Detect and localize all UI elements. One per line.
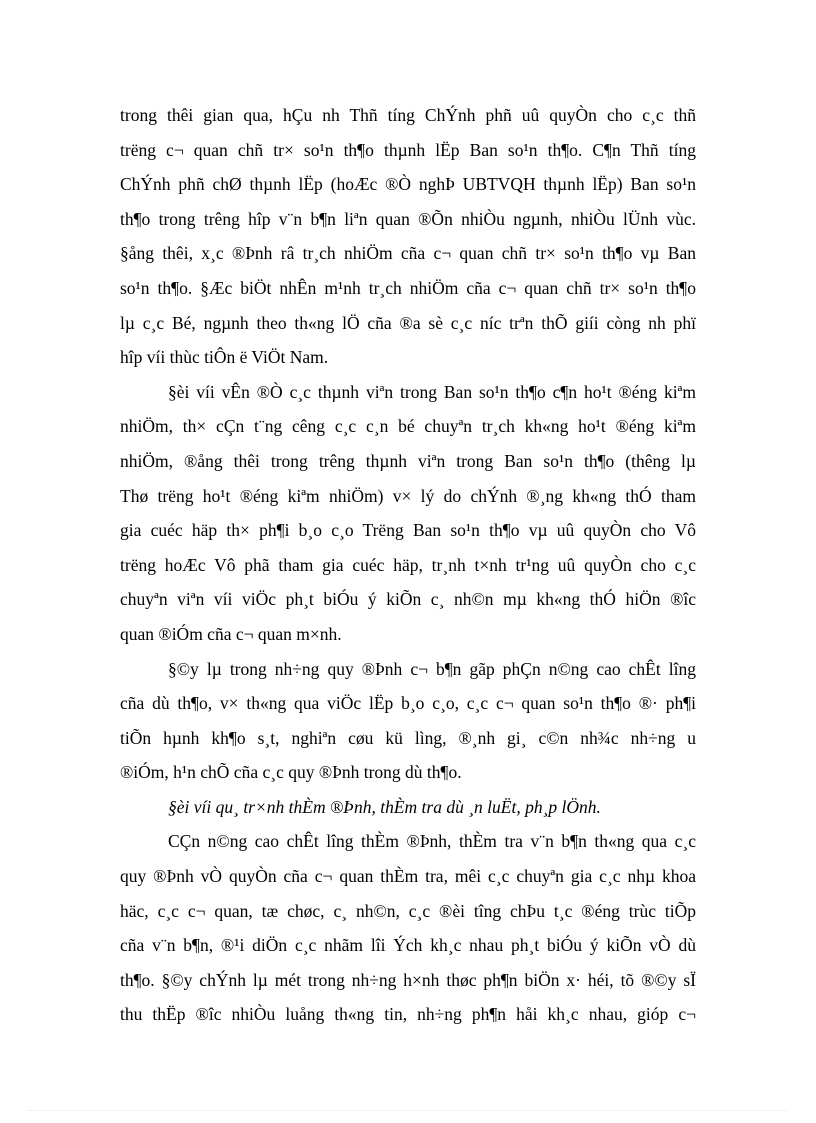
- paragraph-3: [120, 652, 696, 790]
- text-line: cña v¨n b¶n, ®¹i diÖn c¸c nhãm lîi Ých kh¸c nhau ph¸t biÓu ý kiÕn vÒ dù: [120, 935, 696, 956]
- text-line: §ång thêi, x¸c ®Þnh râ tr¸ch nhiÖm cña c¬ quan chñ tr× so¹n th¶o vµ Ban: [120, 243, 696, 264]
- page-bottom-border: [28, 1110, 788, 1111]
- paragraph-2: [120, 375, 696, 652]
- text-line: trëng c¬ quan chñ tr× so¹n th¶o thµnh lËp Ban so¹n th¶o. C¶n Thñ tíng: [120, 139, 696, 160]
- paragraph-1: [120, 98, 696, 375]
- text-line: nhiÖm, ®ång thêi trong trêng thµnh viªn trong Ban so¹n th¶o (thêng lµ: [120, 450, 696, 471]
- text-line: cña dù th¶o, v× th«ng qua viÖc lËp b¸o c¸o, c¸c c¬ quan so¹n th¶o ®· ph¶i: [120, 693, 696, 714]
- text-line: gia cuéc häp th× ph¶i b¸o c¸o Trëng Ban so¹n th¶o vµ uû quyÒn cho Vô: [120, 520, 696, 541]
- text-line: §©y lµ trong nh÷ng quy ®Þnh c¬ b¶n gãp phÇn n©ng cao chÊt lîng: [168, 658, 696, 679]
- text-line: trong thêi gian qua, hÇu nh Thñ tíng ChÝnh phñ uû quyÒn cho c¸c thñ: [120, 105, 696, 125]
- text-line: chuyªn viªn víi viÖc ph¸t biÓu ý kiÕn c¸ nh©n mµ kh«ng thÓ hiÖn ®îc: [120, 589, 696, 610]
- text-line: ®iÓm, h¹n chÕ cña c¸c quy ®Þnh trong dù th¶o.: [120, 762, 462, 783]
- text-line: trëng hoÆc Vô phã tham gia cuéc häp, tr¸nh t×nh tr¹ng uû quyÒn cho c¸c: [120, 554, 696, 575]
- text-line: quy ®Þnh vÒ quyÒn cña c¬ quan thÈm tra, mêi c¸c chuyªn gia c¸c nhµ khoa: [120, 866, 696, 887]
- text-line: nhiÖm, th× cÇn t¨ng cêng c¸c c¸n bé chuyªn tr¸ch kh«ng ho¹t ®éng kiªm: [120, 416, 696, 437]
- text-line: quan ®iÓm cña c¬ quan m×nh.: [120, 623, 342, 644]
- text-line: so¹n th¶o. §Æc biÖt nhÊn m¹nh tr¸ch nhiÖm cña c¬ quan chñ tr× so¹n th¶o: [120, 277, 696, 298]
- text-line: th¶o. §©y chÝnh lµ mét trong nh÷ng h×nh thøc ph¶n biÖn x· héi, tõ ®©y sÏ: [120, 969, 696, 990]
- text-line: lµ c¸c Bé, ngµnh theo th«ng lÖ cña ®a sè c¸c níc trªn thÕ giíi còng nh phï: [120, 312, 696, 333]
- text-line: hîp víi thùc tiÔn ë ViÖt Nam.: [120, 347, 329, 368]
- text-line: ChÝnh phñ chØ thµnh lËp (hoÆc ®Ò nghÞ UBTVQH thµnh lËp) Ban so¹n: [120, 174, 696, 195]
- paragraph-5: [120, 824, 696, 1032]
- section-heading: [120, 790, 696, 825]
- text-line: thu thËp ®îc nhiÒu luång th«ng tin, nh÷ng ph¶n håi kh¸c nhau, gióp c¬: [120, 1004, 696, 1025]
- text-line: häc, c¸c c¬ quan, tæ chøc, c¸ nh©n, c¸c ®èi tîng chÞu t¸c ®éng trùc tiÕp: [120, 900, 696, 921]
- text-line: §èi víi vÊn ®Ò c¸c thµnh viªn trong Ban so¹n th¶o c¶n ho¹t ®éng kiªm: [168, 381, 696, 402]
- text-line: CÇn n©ng cao chÊt lîng thÈm ®Þnh, thÈm tra v¨n b¶n th«ng qua c¸c: [168, 831, 696, 852]
- document-body: [120, 98, 696, 1032]
- heading-line: §èi víi qu¸ tr×nh thÈm ®Þnh, thÈm tra dù ¸n luËt, ph¸p lÖnh.: [168, 796, 601, 817]
- text-line: tiÕn hµnh kh¶o s¸t, nghiªn cøu kü lìng, ®¸nh gi¸ c©n nh¾c nh÷ng u: [120, 727, 696, 748]
- text-line: Thø trëng ho¹t ®éng kiªm nhiÖm) v× lý do chÝnh ®¸ng kh«ng thÓ tham: [120, 485, 696, 506]
- text-line: th¶o trong trêng hîp v¨n b¶n liªn quan ®Õn nhiÒu ngµnh, nhiÒu lÜnh vùc.: [120, 208, 696, 229]
